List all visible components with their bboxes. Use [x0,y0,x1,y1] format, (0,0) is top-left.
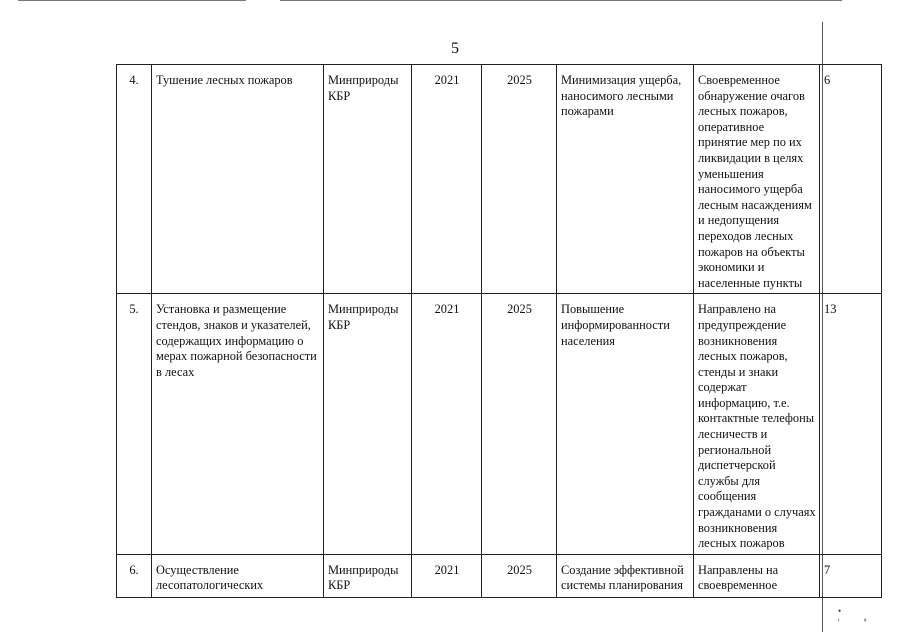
top-rule-right [280,0,842,1]
event-name: Установка и размещение стендов, знаков и указателей, содержащих информацию о мерах пожарной безопасности в лесах [152,294,324,555]
top-rule-left [18,0,246,1]
relation-to-goals: Направлено на предупреждение возникновения лесных пожаров, стенды и знаки содержат информацию, т.е. контактные телефоны лесничеств и региональной диспетчерской службы для сообщения гражданами о случаях возникновения лесных пожаров [694,294,820,555]
row-number: 4. [117,65,152,294]
start-year: 2021 [412,65,482,294]
table-row [117,65,882,294]
row-number: 6. [117,554,152,597]
table-row [117,294,882,555]
start-year: 2021 [412,294,482,555]
expected-result: Создание эффективной системы планирования [557,554,694,597]
event-name: Тушение лесных пожаров [152,65,324,294]
page-number: 5 [451,40,459,57]
indicator-ref: 13 [820,294,882,555]
start-year: 2021 [412,554,482,597]
executor: Минприроды КБР [324,65,412,294]
indicator-ref: 6 [820,65,882,294]
measures-table [116,64,882,598]
end-year: 2025 [482,294,557,555]
executor: Минприроды КБР [324,294,412,555]
executor: Минприроды КБР [324,554,412,597]
end-year: 2025 [482,554,557,597]
event-name: Осуществление лесопатологических [152,554,324,597]
row-number: 5. [117,294,152,555]
relation-to-goals: Направлены на своевременное [694,554,820,597]
relation-to-goals: Своевременное обнаружение очагов лесных пожаров, оперативное принятие мер по их ликвидации в целях уменьшения наносимого ущерба лесным насаждениям и недопущения переходов лесных пожаров на объекты экономики и населенные пункты [694,65,820,294]
indicator-ref: 7 [820,554,882,597]
expected-result: Повышение информированности населения [557,294,694,555]
expected-result: Минимизация ущерба, наносимого лесными пожарами [557,65,694,294]
corner-marks: • ᵗᵈ [838,606,891,626]
end-year: 2025 [482,65,557,294]
table-row [117,554,882,597]
